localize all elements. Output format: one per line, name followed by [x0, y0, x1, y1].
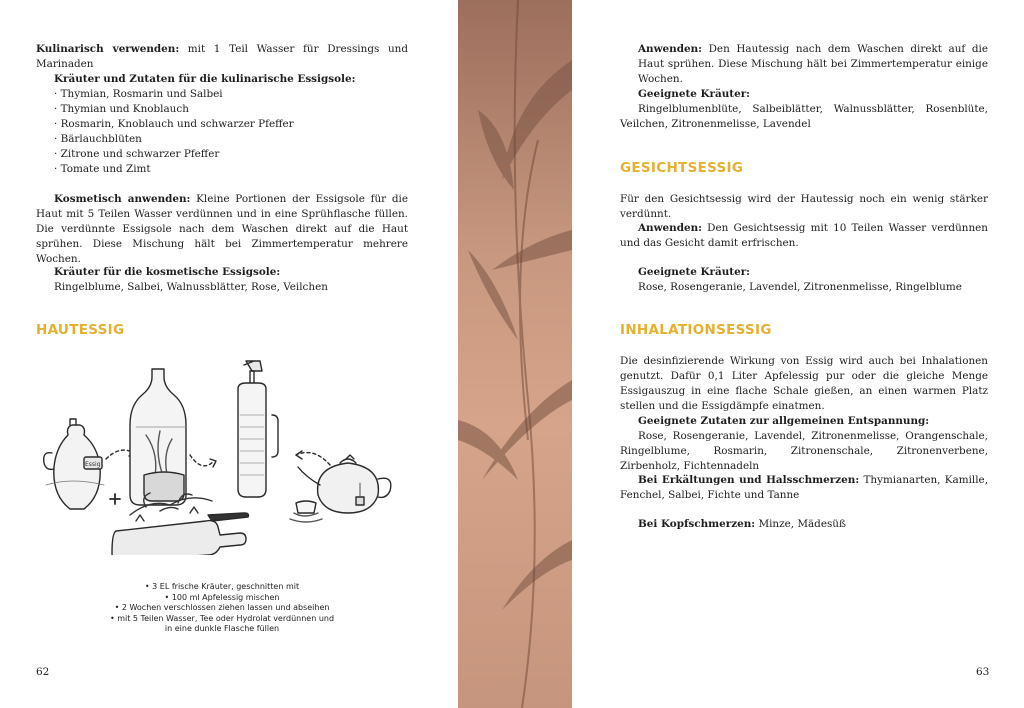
anwenden-gesicht-label: Anwenden: [638, 222, 702, 234]
erkaeltung-paragraph [620, 473, 988, 503]
list-item: · Thymian und Knoblauch [54, 103, 189, 115]
page-number-left: 62 [36, 666, 50, 678]
erkaeltung-text: Thymianarten, Kamille, Fenchel, Salbei, Fichte und Tanne [620, 474, 988, 501]
geeignete-haut-title: Geeignete Kräuter: [638, 88, 751, 100]
kopfschmerz-label: Bei Kopfschmerzen: [638, 518, 756, 530]
vinegar-jug-icon [44, 419, 104, 509]
left-page [0, 0, 458, 708]
caption-line: • mit 5 Teilen Wasser, Tee oder Hydrolat verdünnen und [109, 613, 335, 623]
anwenden-gesicht-paragraph [620, 221, 988, 251]
kosmetisch-text: Kleine Portionen der Essigsole für die Haut mit 5 Teilen Wasser verdünnen und in eine Sprühflasche füllen. Die verdünnte Essigsole nach dem Waschen direkt auf die Haut sprühen. Diese Mischung hält bei Zimmertemperatur mehrere Wochen. [36, 193, 408, 265]
geeignete-gesicht-title: Geeignete Kräuter: [638, 266, 751, 278]
kopfschmerz-paragraph [620, 517, 988, 532]
photo-strip [458, 0, 572, 708]
kosmetisch-paragraph [36, 192, 408, 267]
kraeuter-kosmetisch [54, 265, 408, 295]
heading-inhalationsessig: INHALATIONSESSIG [620, 322, 772, 338]
kulinarisch-text: mit 1 Teil Wasser für Dressings und Marinaden [36, 43, 408, 70]
heading-gesichtsessig: GESICHTSESSIG [620, 160, 744, 176]
erkaeltung-label: Bei Erkältungen und Halsschmerzen: [638, 474, 860, 486]
geeignete-haut [620, 87, 988, 132]
geeignete-gesicht [638, 265, 988, 295]
plant-photo-image [458, 0, 572, 708]
kulinarisch-label: Kulinarisch verwenden: [36, 43, 180, 55]
kulinarisch-paragraph [36, 42, 408, 72]
list-item: · Thymian, Rosmarin und Salbei [54, 88, 223, 100]
entspannung-title: Geeignete Zutaten zur allgemeinen Entspannung: [638, 415, 930, 427]
page-number-right: 63 [976, 666, 990, 678]
entspannung-text: Rose, Rosengeranie, Lavendel, Zitronenmelisse, Orangenschale, Ringelblume, Rosmarin, Zitronenschale, Zitronenverbene, Zirbenholz, Fichtennadeln [620, 430, 988, 472]
list-item: · Bärlauchblüten [54, 133, 142, 145]
caption-line: • 3 EL frische Kräuter, geschnitten mit [144, 582, 300, 591]
anwenden-haut-label: Anwenden: [638, 43, 702, 55]
anwenden-haut-text: Den Hautessig nach dem Waschen direkt auf die Haut sprühen. Diese Mischung hält bei Zimmertemperatur einige Wochen. [638, 43, 988, 85]
kraeuter-kosmetisch-text: Ringelblume, Salbei, Walnussblätter, Rose, Veilchen [54, 281, 328, 293]
list-item: · Tomate und Zimt [54, 163, 151, 175]
caption-line: • 2 Wochen verschlossen ziehen lassen und abseihen [114, 603, 330, 612]
caption-line: • 100 ml Apfelessig mischen [164, 592, 280, 602]
kraeuter-kulinarisch-title: Kräuter und Zutaten für die kulinarische Essigsole: [54, 73, 356, 85]
anwenden-gesicht-text: Den Gesichtsessig mit 10 Teilen Wasser verdünnen und das Gesicht damit erfrischen. [620, 222, 988, 249]
kopfschmerz-text: Minze, Mädesüß [755, 518, 846, 530]
right-page [572, 0, 1024, 708]
recipe-illustration [40, 355, 400, 555]
kraeuter-kulinarisch-list [54, 72, 408, 177]
herb-bottle-icon [130, 369, 186, 505]
spray-bottle-icon [238, 361, 278, 497]
recipe-caption [92, 582, 352, 635]
caption-line: in eine dunkle Flasche füllen [164, 624, 280, 633]
anwenden-haut-paragraph [638, 42, 988, 87]
jug-tag-text: Essig [85, 461, 101, 468]
geeignete-gesicht-text: Rose, Rosengeranie, Lavendel, Zitronenmelisse, Ringelblume [638, 281, 962, 293]
entspannung-paragraph [620, 414, 988, 474]
inhalation-intro: Die desinfizierende Wirkung von Essig wird auch bei Inhalationen genutzt. Dafür 0,1 Liter Apfelessig pur oder die gleiche Menge Essigauszug in eine flache Schale gießen, an einen warmen Platz stellen und die Essigdämpfe einatmen. [620, 355, 988, 412]
teapot-icon [290, 455, 391, 522]
geeignete-haut-text: Ringelblumenblüte, Salbeiblätter, Walnussblätter, Rosenblüte, Veilchen, Zitronenmelisse, Lavendel [620, 103, 988, 130]
gesicht-intro: Für den Gesichtsessig wird der Hautessig noch ein wenig stärker verdünnt. [620, 193, 988, 220]
list-item: · Rosmarin, Knoblauch und schwarzer Pfeffer [54, 118, 294, 130]
heading-hautessig: HAUTESSIG [36, 322, 125, 338]
list-item: · Zitrone und schwarzer Pfeffer [54, 148, 220, 160]
kraeuter-kosmetisch-title: Kräuter für die kosmetische Essigsole: [54, 266, 281, 278]
kosmetisch-label: Kosmetisch anwenden: [54, 193, 191, 205]
